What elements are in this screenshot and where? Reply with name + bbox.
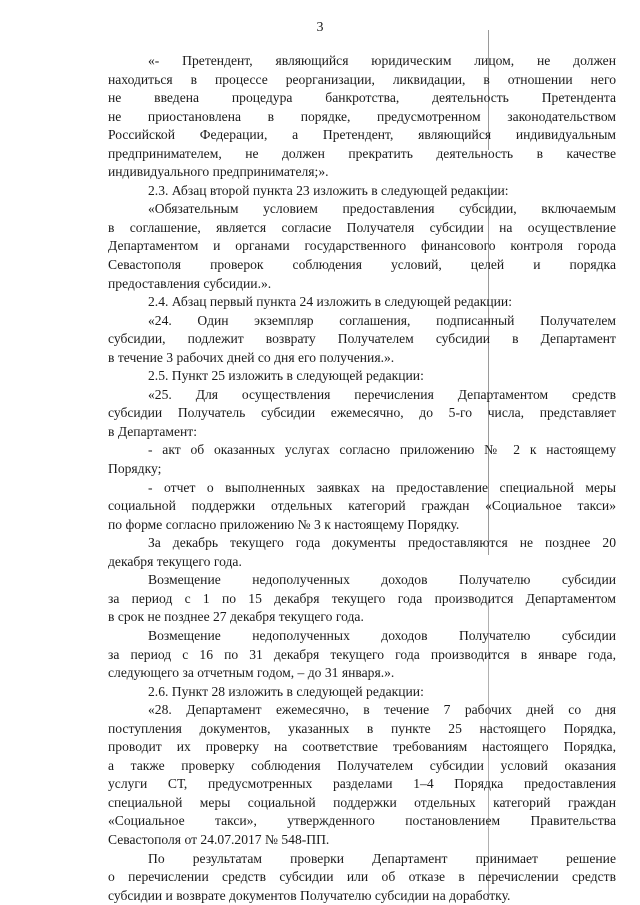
- paragraph-line: в срок не позднее 27 декабря текущего года.: [108, 609, 364, 625]
- paragraph-line: Возмещение недополученных доходов Получателю субсидии: [148, 627, 616, 643]
- paragraph-line: субсидии и возврате документов Получателю субсидии на доработку.: [108, 887, 511, 903]
- paragraph-line: за период с 16 по 31 декабря текущего года производится в январе года,: [108, 646, 616, 662]
- paragraph-line: индивидуального предпринимателя;».: [108, 164, 329, 180]
- paragraph-line: проводит их проверку на соответствие требованиям настоящего Порядка,: [108, 739, 616, 755]
- paragraph-line: не приостановлена в порядке, предусмотренном законодательством: [108, 108, 616, 124]
- page-number: 3: [316, 20, 324, 35]
- paragraph-line: «25. Для осуществления перечисления Департаментом средств: [148, 386, 616, 402]
- paragraph-line: в Департамент:: [108, 423, 197, 439]
- paragraph-line: за период с 1 по 15 декабря текущего года производится Департаментом: [108, 590, 616, 606]
- paragraph-line: Севастополя проверок соблюдения условий, целей и порядка: [108, 257, 616, 273]
- paragraph-line: «Обязательным условием предоставления субсидии, включаемым: [148, 201, 616, 217]
- paragraph-line: в течение 3 рабочих дней со дня его получения.».: [108, 349, 395, 365]
- paragraph-line: а также проверку соблюдения Получателем субсидии условий оказания: [108, 757, 616, 773]
- paragraph-line: «- Претендент, являющийся юридическим лицом, не должен: [148, 53, 616, 68]
- paragraph-line: следующего за отчетным годом, – до 31 января.».: [108, 665, 395, 681]
- paragraph-line: 2.4. Абзац первый пункта 24 изложить в следующей редакции:: [148, 294, 512, 310]
- paragraph-line: услуги СТ, предусмотренных разделами 1–4 Порядка предоставления: [108, 776, 616, 792]
- paragraph-line: предпринимателем, не должен прекратить деятельность в качестве: [108, 145, 616, 161]
- paragraph-line: по форме согласно приложению № 3 к настоящему Порядку.: [108, 516, 460, 532]
- paragraph-line: находиться в процессе реорганизации, ликвидации, в отношении него: [108, 71, 616, 87]
- paragraph-line: не введена процедура банкротства, деятельность Претендента: [108, 90, 616, 106]
- paragraph-line: Порядку;: [108, 461, 162, 477]
- paragraph-line: субсидии, подлежит возврату Получателем субсидии в Департамент: [108, 331, 616, 347]
- paragraph-line: о перечислении средств субсидии или об отказе в перечислении средств: [108, 869, 616, 885]
- paragraph-line: поступления документов, указанных в пункте 25 настоящего Порядка,: [108, 720, 616, 736]
- paragraph-line: Возмещение недополученных доходов Получателю субсидии: [148, 572, 616, 588]
- paragraph-line: По результатам проверки Департамент принимает решение: [148, 850, 616, 866]
- paragraph-line: специальной меры социальной поддержки отдельных категорий граждан: [108, 794, 616, 810]
- paragraph-line: 2.3. Абзац второй пункта 23 изложить в следующей редакции:: [148, 182, 509, 198]
- paragraph-line: Севастополя от 24.07.2017 № 548-ПП.: [108, 831, 330, 847]
- paragraph-line: декабря текущего года.: [108, 553, 242, 569]
- paragraph-line: 2.5. Пункт 25 изложить в следующей редакции:: [148, 368, 424, 384]
- paragraph-line: Департаментом и органами государственного финансового контроля города: [108, 238, 616, 254]
- paragraph-line: «28. Департамент ежемесячно, в течение 7 рабочих дней со дня: [148, 702, 616, 718]
- paragraph-line: предоставления субсидии.».: [108, 275, 272, 291]
- paragraph-line: субсидии Получатель субсидии ежемесячно, до 5-го числа, представляет: [108, 405, 616, 421]
- paragraph-line: 2.6. Пункт 28 изложить в следующей редакции:: [148, 683, 424, 699]
- document-body: [108, 52, 616, 905]
- paragraph-line: - отчет о выполненных заявках на предоставление специальной меры: [148, 479, 616, 495]
- paragraph-line: За декабрь текущего года документы предоставляются не позднее 20: [148, 535, 616, 551]
- paragraph-line: «24. Один экземпляр соглашения, подписанный Получателем: [148, 312, 616, 328]
- paragraph-line: - акт об оказанных услугах согласно приложению № 2 к настоящему: [148, 442, 616, 458]
- paragraph-line: Российской Федерации, а Претендент, являющийся индивидуальным: [108, 127, 616, 143]
- paragraph-line: социальной поддержки отдельных категорий граждан «Социальное такси»: [108, 498, 616, 514]
- paragraph-line: «Социальное такси», утвержденного постановлением Правительства: [108, 813, 616, 829]
- paragraph-line: в соглашение, является согласие Получателя субсидии на осуществление: [108, 219, 616, 235]
